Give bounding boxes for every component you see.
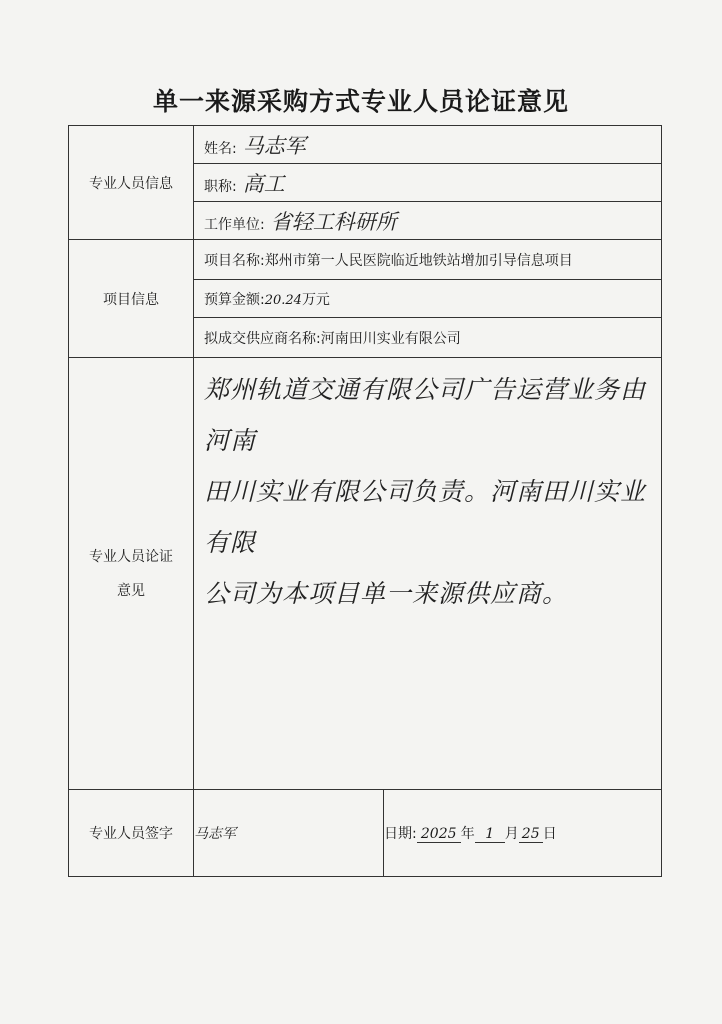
opinion-line: 田川实业有限公司负责。河南田川实业有限: [204, 477, 647, 557]
date-year-suffix: 年: [460, 826, 475, 842]
project-name-value: 郑州市第一人民医院临近地铁站增加引导信息项目: [264, 252, 573, 269]
date-year: 2025: [417, 826, 461, 843]
name-value: 马志军: [242, 133, 306, 158]
title-value: 高工: [242, 171, 285, 196]
signature-value: 马志军: [194, 790, 384, 877]
project-name-row: [194, 240, 662, 280]
unit-row: [194, 202, 662, 240]
budget-value: 20.24: [264, 292, 302, 308]
title-label: 职称:: [204, 178, 237, 195]
supplier-row: [194, 318, 662, 358]
opinion-cell: [194, 358, 662, 790]
name-label: 姓名:: [204, 140, 237, 157]
signature-label: 专业人员签字: [69, 790, 194, 877]
opinion-text: [204, 364, 653, 619]
project-name-label: 项目名称:: [204, 252, 265, 269]
budget-row: [194, 280, 662, 318]
document-title: 单一来源采购方式专业人员论证意见: [152, 87, 569, 116]
date-field: [384, 790, 662, 877]
project-info-label: 项目信息: [69, 240, 194, 358]
date-month: 1: [475, 826, 505, 843]
name-row: [194, 126, 662, 164]
opinion-label: [69, 358, 194, 790]
unit-label: 工作单位:: [204, 216, 265, 233]
opinion-line: 郑州轨道交通有限公司广告运营业务由河南: [204, 375, 647, 455]
expert-info-label: 专业人员信息: [69, 126, 194, 240]
date-day-suffix: 日: [542, 826, 557, 842]
budget-unit: 万元: [301, 291, 330, 308]
supplier-label: 拟成交供应商名称:: [204, 330, 321, 347]
date-day: 25: [519, 826, 543, 843]
opinion-label-line1: 专业人员论证: [89, 548, 173, 565]
title-row: [194, 164, 662, 202]
budget-label: 预算金额:: [204, 291, 265, 308]
opinion-line: 公司为本项目单一来源供应商。: [204, 579, 569, 608]
unit-value: 省轻工科研所: [270, 209, 397, 234]
argument-form: [68, 125, 662, 877]
date-label: 日期:: [384, 826, 417, 842]
opinion-label-line2: 意见: [117, 582, 145, 599]
supplier-value: 河南田川实业有限公司: [320, 330, 461, 347]
date-month-suffix: 月: [504, 826, 519, 842]
